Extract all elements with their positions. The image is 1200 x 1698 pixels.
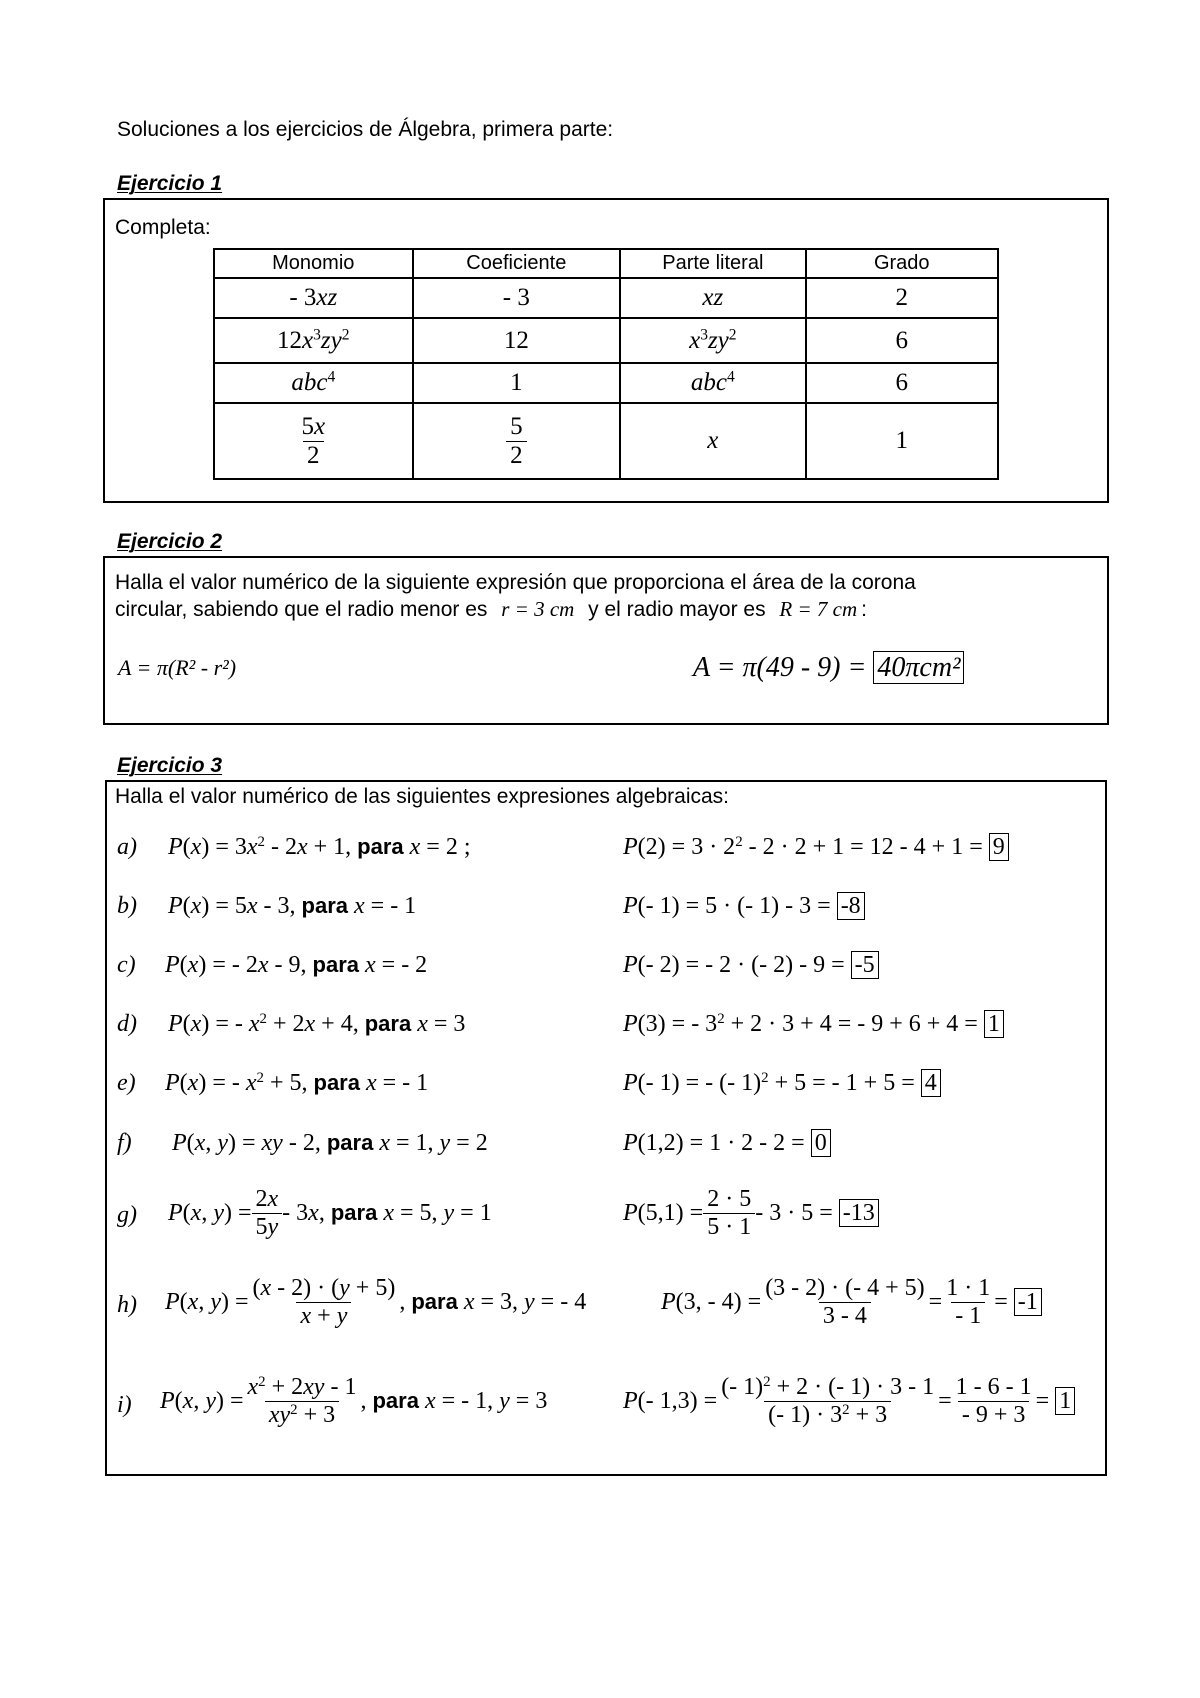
para-word: para [313, 1070, 360, 1095]
para-word: para [301, 893, 348, 918]
coefficient-cell: 1 [413, 363, 621, 403]
header-coeficiente: Coeficiente [413, 249, 621, 278]
ex3-intro: Halla el valor numérico de las siguientes expresiones algebraicas: [115, 785, 729, 808]
para-word: para [364, 1011, 412, 1036]
table-row [214, 318, 998, 363]
table-row [214, 363, 998, 403]
ex2-heading: Ejercicio 2 [117, 530, 223, 553]
ex3-label-h: h) [117, 1292, 137, 1318]
ex3-a-answer: 9 [989, 833, 1009, 861]
literal-cell: abc$^4$ [620, 363, 805, 403]
ex3-g-answer: -13 [839, 1199, 879, 1227]
monomial-table [213, 248, 999, 480]
ex3-g-expression: P(x, y) = $\frac{2x}{5y}$ - 3x, para x = 5, y = 1 [168, 1186, 492, 1240]
ex3-i-expression: P(x, y) = $\frac{x^2 + 2xy - 1}{xy^2 + 3}$ , para x = - 1, y = 3 [160, 1373, 548, 1428]
ex3-a-solution: $P(2) = 3 \cdot 2^2 - 2 \cdot 2 + 1 = 12 - 4 + 1 = 9$ [623, 834, 1009, 861]
para-word: para [312, 952, 359, 977]
literal-cell: $x^3zy^2$ [620, 318, 805, 363]
page-title: Soluciones a los ejercicios de Álgebra, primera parte: [117, 118, 614, 141]
table-row [214, 403, 998, 479]
coefficient-cell: 12 [413, 318, 621, 363]
para-word: para [330, 1200, 378, 1225]
header-monomio: Monomio [214, 249, 413, 278]
ex1-heading: Ejercicio 1 [117, 172, 223, 195]
ex3-label-e: e) [117, 1070, 136, 1096]
ex2-text2b: y el radio mayor es [588, 598, 766, 621]
degree-cell: 6 [806, 363, 998, 403]
para-word: para [357, 834, 404, 859]
ex2-formula: A = π(R² - r²) [118, 655, 237, 680]
monomial-cell: abc$^4$ [214, 363, 413, 403]
ex2-r-value: r = 3 cm [501, 597, 575, 621]
monomial-cell: - 3xz [214, 278, 413, 318]
ex2-text-line2: circular, sabiendo que el radio menor es r = 3 cm y el radio mayor es R = 7 cm : [115, 597, 868, 621]
ex3-e-expression: P(x) = - $x^2 + 5$, para x = - 1 [165, 1069, 429, 1096]
table-header-row [214, 249, 998, 278]
ex2-result [693, 652, 964, 684]
ex3-d-answer: 1 [984, 1010, 1004, 1038]
ex3-label-d: d) [117, 1011, 137, 1037]
degree-cell: 2 [806, 278, 998, 318]
ex2-text-line1: Halla el valor numérico de la siguiente expresión que proporciona el área de la corona [115, 571, 916, 594]
ex2-R-value: R = 7 cm [779, 597, 858, 621]
table-row [214, 278, 998, 318]
ex3-h-answer: -1 [1014, 1288, 1042, 1316]
ex3-e-answer: 4 [921, 1069, 941, 1097]
ex2-text2a: circular, sabiendo que el radio menor es [115, 598, 488, 621]
degree-cell: 6 [806, 318, 998, 363]
header-grado: Grado [806, 249, 998, 278]
ex3-label-f: f) [117, 1130, 132, 1156]
ex3-b-solution: P(- 1) = 5 · (- 1) - 3 = -8 [623, 893, 865, 920]
coefficient-cell: - 3 [413, 278, 621, 318]
ex2-result-lhs: A = π(49 - 9) = [693, 652, 867, 683]
ex3-d-solution: P(3) = - $3^2 + 2 \cdot 3 + 4$ = - 9 + 6 + 4 = 1 [623, 1011, 1004, 1038]
para-word: para [411, 1289, 458, 1314]
para-word: para [326, 1130, 374, 1155]
ex3-h-solution: P(3, - 4) = $\frac{(3 - 2) \cdot (- 4 + 5)}{3 - 4}$ = $\frac{1 \cdot 1}{- 1}$ = -1 [661, 1275, 1042, 1330]
ex3-f-expression: P(x, y) = xy - 2, para x = 1, y = 2 [172, 1130, 488, 1156]
ex3-label-c: c) [117, 952, 136, 978]
ex3-g-solution: P(5,1) = $\frac{2 \cdot 5}{5 \cdot 1}$ - 3 · 5 = -13 [623, 1186, 879, 1241]
ex3-label-b: b) [117, 893, 137, 919]
ex3-b-expression: P(x) = 5x - 3, para x = - 1 [168, 893, 417, 919]
ex3-c-expression: P(x) = - 2x - 9, para x = - 2 [165, 952, 428, 978]
ex3-c-solution: P(- 2) = - 2 · (- 2) - 9 = -5 [623, 952, 879, 979]
ex3-label-a: a) [117, 834, 137, 860]
ex3-i-solution: P(- 1,3) = $\frac{(- 1)^2 + 2 \cdot (- 1) \cdot 3 - 1}{(- 1) \cdot 3^2 + 3}$ = $\frac{1 - 6 - 1}{- 9 + 3}$ = 1 [623, 1374, 1075, 1429]
para-word: para [372, 1388, 419, 1413]
ex3-box [105, 780, 1107, 1476]
ex3-f-answer: 0 [811, 1129, 831, 1157]
ex3-f-solution: P(1,2) = 1 · 2 - 2 = 0 [623, 1130, 831, 1157]
literal-cell: x [620, 403, 805, 479]
monomial-cell: $12x^3zy^2$ [214, 318, 413, 363]
degree-cell: 1 [806, 403, 998, 479]
ex3-a-expression: $P(x) = 3x^2 - 2x + 1$, para x = 2 ; [168, 833, 471, 860]
literal-cell: xz [620, 278, 805, 318]
ex3-h-expression: P(x, y) = $\frac{(x - 2) \cdot (y + 5)}{x + y}$ , para x = 3, y = - 4 [165, 1275, 587, 1329]
ex3-label-g: g) [117, 1202, 137, 1228]
ex3-c-answer: -5 [851, 951, 879, 979]
ex3-d-expression: P(x) = - $x^2 + 2x + 4$, para x = 3 [168, 1010, 466, 1037]
ex3-e-solution: P(- 1) = - (- 1)$^2$ + 5 = - 1 + 5 = 4 [623, 1070, 941, 1097]
ex2-result-answer: 40πcm² [873, 651, 964, 684]
ex3-b-answer: -8 [837, 892, 865, 920]
ex3-heading: Ejercicio 3 [117, 754, 223, 777]
coefficient-cell: $\frac{5}{2}$ [413, 403, 621, 479]
header-parte-literal: Parte literal [620, 249, 805, 278]
monomial-cell: $\frac{5x}{2}$ [214, 403, 413, 479]
ex3-label-i: i) [117, 1392, 132, 1418]
ex3-i-answer: 1 [1055, 1387, 1075, 1415]
ex1-intro: Completa: [115, 216, 211, 239]
